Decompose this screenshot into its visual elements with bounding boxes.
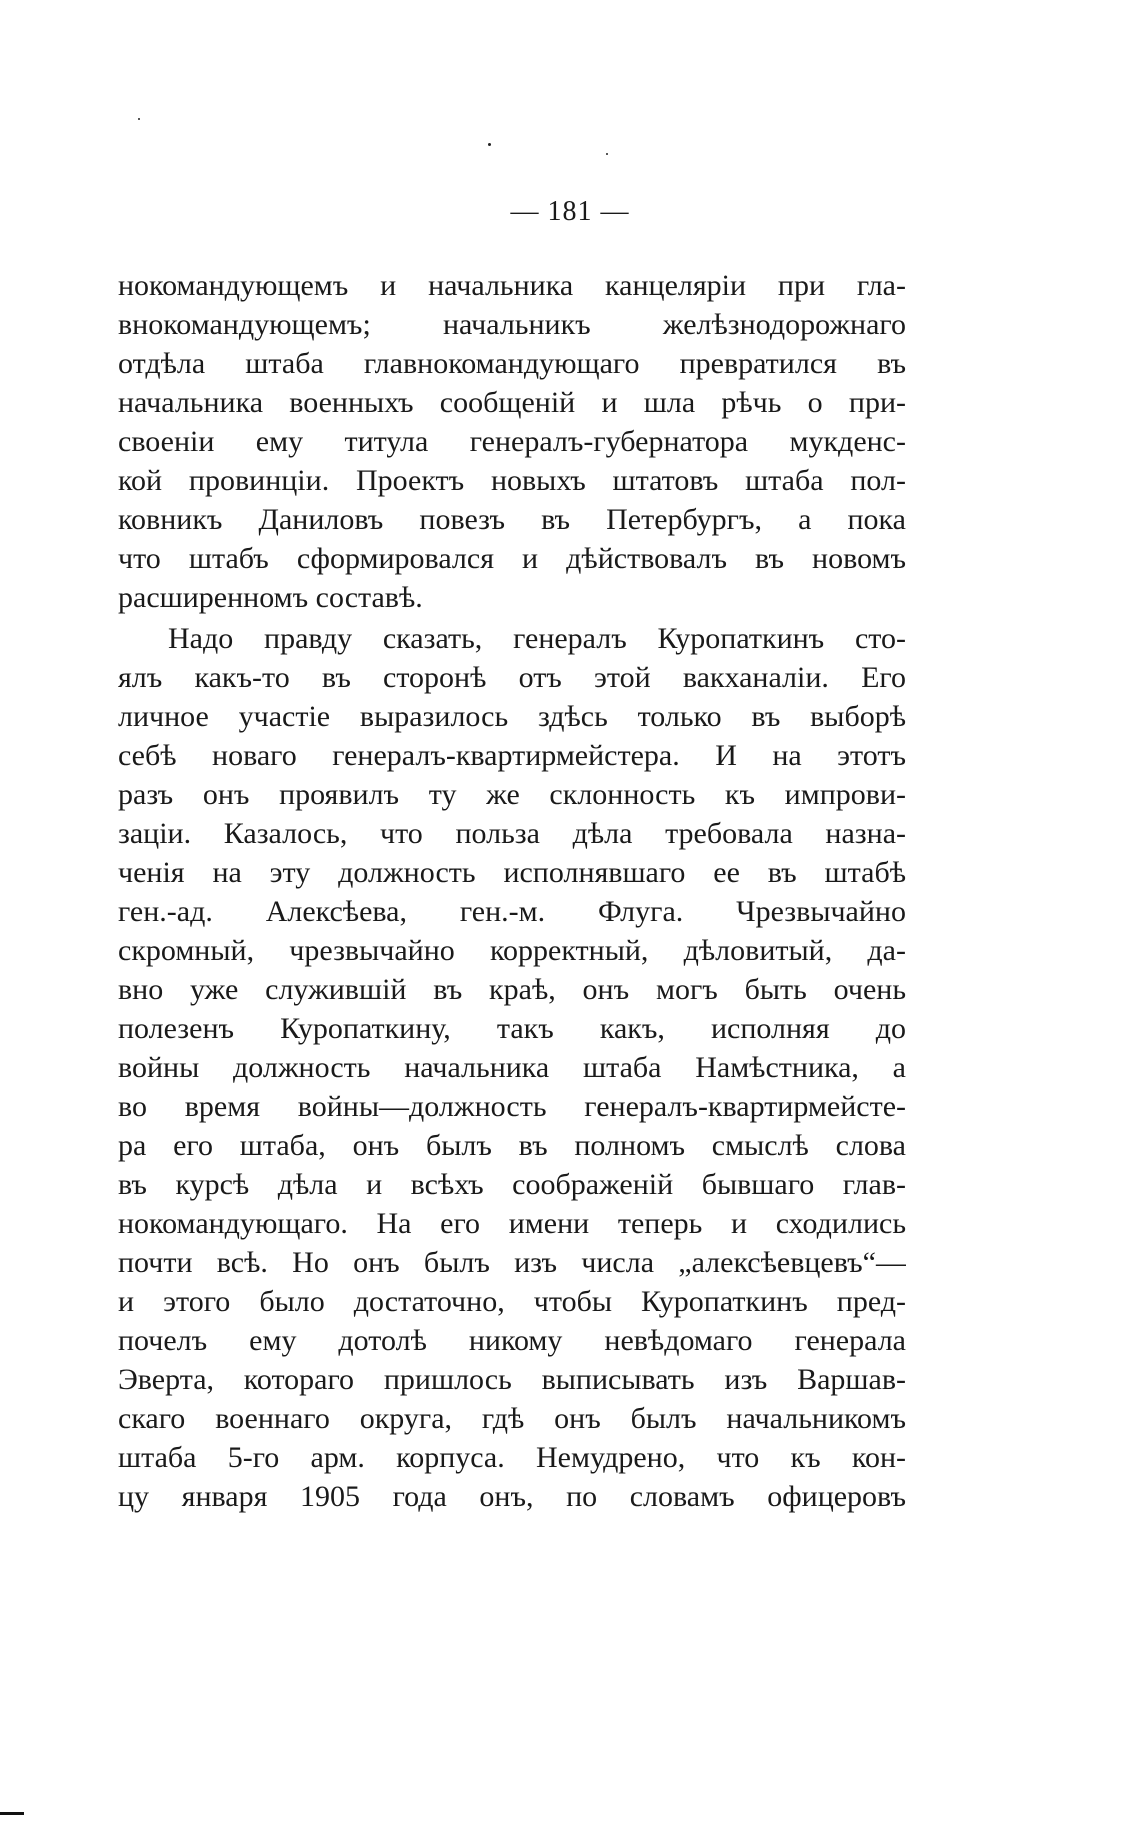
- text-line: въ курсѣ дѣла и всѣхъ соображеній бывшаго глав-: [118, 1168, 906, 1201]
- text-line: кой провинціи. Проектъ новыхъ штатовъ штаба пол-: [118, 464, 906, 497]
- text-line: внокомандующемъ; начальникъ желѣзнодорожнаго: [118, 308, 906, 341]
- text-line: штаба 5-го арм. корпуса. Немудрено, что къ кон-: [118, 1441, 906, 1474]
- text-line: своеніи ему титула генералъ-губернатора мукденс-: [118, 425, 906, 458]
- text-line: себѣ новаго генералъ-квартирмейстера. И на этотъ: [118, 739, 906, 772]
- text-line: отдѣла штаба главнокомандующаго превратился въ: [118, 347, 906, 380]
- text-line: нокомандующаго. На его имени теперь и сходились: [118, 1207, 906, 1240]
- text-line: нокомандующемъ и начальника канцеляріи при гла-: [118, 269, 906, 302]
- paragraph: [118, 266, 906, 617]
- body-text: [118, 266, 906, 1516]
- scan-edge-mark: [0, 1812, 24, 1815]
- text-line: заціи. Казалось, что польза дѣла требовала назна-: [118, 817, 906, 850]
- text-line: ковникъ Даниловъ повезъ въ Петербургъ, а пока: [118, 503, 906, 536]
- text-line: цу января 1905 года онъ, по словамъ офицеровъ: [118, 1480, 906, 1513]
- scan-speck: [488, 143, 491, 146]
- text-line: во время войны—должность генералъ-квартирмейсте-: [118, 1090, 906, 1123]
- paragraph: [118, 619, 906, 1516]
- text-line: скаго военнаго округа, гдѣ онъ былъ начальникомъ: [118, 1402, 906, 1435]
- text-line: полезенъ Куропаткину, такъ какъ, исполняя до: [118, 1012, 906, 1045]
- text-line: личное участіе выразилось здѣсь только въ выборѣ: [118, 700, 906, 733]
- text-line: ра его штаба, онъ былъ въ полномъ смыслѣ слова: [118, 1129, 906, 1162]
- text-line: начальника военныхъ сообщеній и шла рѣчь о при-: [118, 386, 906, 419]
- text-line: Надо правду сказать, генералъ Куропаткинъ сто-: [168, 622, 906, 655]
- text-line: ченія на эту должность исполнявшаго ее въ штабѣ: [118, 856, 906, 889]
- text-line: почелъ ему дотолѣ никому невѣдомаго генерала: [118, 1324, 906, 1357]
- text-line: вно уже служившій въ краѣ, онъ могъ быть очень: [118, 973, 906, 1006]
- text-line: и этого было достаточно, чтобы Куропаткинъ пред-: [118, 1285, 906, 1318]
- text-line: разъ онъ проявилъ ту же склонность къ импрови-: [118, 778, 906, 811]
- text-line: Эверта, котораго пришлось выписывать изъ Варшав-: [118, 1363, 906, 1396]
- scan-speck: [606, 153, 608, 155]
- text-line: почти всѣ. Но онъ былъ изъ числа „алексѣевцевъ“—: [118, 1246, 906, 1279]
- text-line: войны должность начальника штаба Намѣстника, а: [118, 1051, 906, 1084]
- text-line: ген.-ад. Алексѣева, ген.-м. Флуга. Чрезвычайно: [118, 895, 906, 928]
- text-line: что штабъ сформировался и дѣйствовалъ въ новомъ: [118, 542, 906, 575]
- text-line: ялъ какъ-то въ сторонѣ отъ этой вакханаліи. Его: [118, 661, 906, 694]
- text-line: скромный, чрезвычайно корректный, дѣловитый, да-: [118, 934, 906, 967]
- text-line: расширенномъ составѣ.: [118, 581, 423, 614]
- scan-speck: [138, 118, 140, 120]
- page-number: — 181 —: [510, 196, 630, 227]
